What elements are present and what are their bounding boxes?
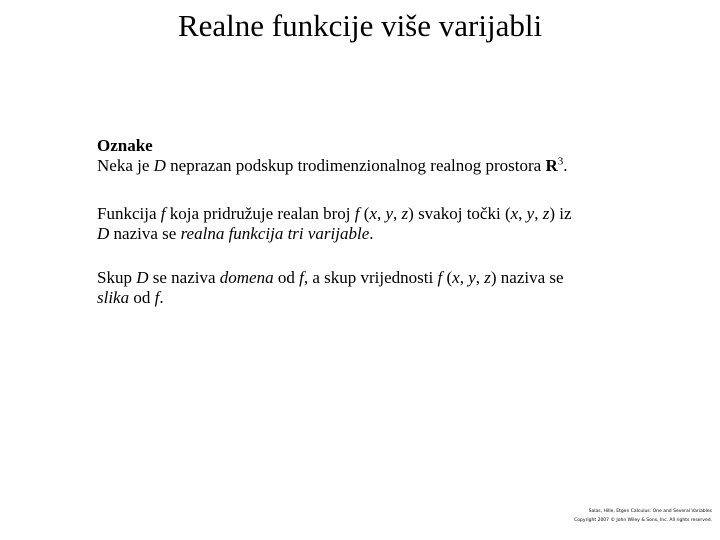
copyright-footer <box>462 507 712 525</box>
domain-range-paragraph <box>97 268 657 308</box>
text: od <box>273 268 300 287</box>
text: Skup <box>97 268 137 287</box>
term-slika: slika <box>97 288 130 307</box>
text: od <box>129 288 155 307</box>
text: , <box>475 268 485 287</box>
symbol-f: f <box>354 204 360 223</box>
text: Funkcija <box>97 204 161 223</box>
text: ) iz <box>549 204 572 223</box>
text: Neka je <box>97 156 154 175</box>
term-domena: domena <box>219 268 274 287</box>
text: , <box>518 204 527 223</box>
text: ) svakoj točki ( <box>408 204 511 223</box>
symbol-f: f <box>154 288 160 307</box>
definitions-paragraph <box>97 136 657 176</box>
var-z: z <box>401 204 409 223</box>
var-z: z <box>542 204 550 223</box>
text: , <box>534 204 543 223</box>
section-heading: Oznake <box>97 136 153 155</box>
text: ( <box>442 268 453 287</box>
symbol-D: D <box>97 224 110 243</box>
var-z: z <box>484 268 491 287</box>
slide-title: Realne funkcije više varijabli <box>177 8 543 43</box>
text: koja pridružuje realan broj <box>165 204 355 223</box>
symbol-D: D <box>153 156 166 175</box>
footer-source: Salas, Hille, Etgen Calculus: One and Several Variables <box>588 509 712 514</box>
text: , <box>459 268 469 287</box>
text: , <box>376 204 386 223</box>
var-x: x <box>510 204 519 223</box>
var-y: y <box>468 268 476 287</box>
text: se naziva <box>148 268 220 287</box>
symbol-f: f <box>299 268 304 287</box>
var-x: x <box>369 204 377 223</box>
var-x: x <box>452 268 460 287</box>
var-y: y <box>385 204 394 223</box>
function-definition-paragraph <box>97 204 657 244</box>
text: . <box>563 156 568 175</box>
text: , a skup vrijednosti <box>303 268 438 287</box>
exponent: 3 <box>557 155 564 168</box>
text: , <box>393 204 402 223</box>
footer-copyright: Copyright 2007 © John Wiley & Sons, Inc. All rights reserved. <box>574 518 712 523</box>
term-realna-funkcija: realna funkcija tri varijable <box>180 224 370 243</box>
symbol-f: f <box>437 268 443 287</box>
text: ( <box>359 204 370 223</box>
symbol-f: f <box>160 204 166 223</box>
text: ) naziva se <box>490 268 564 287</box>
text: neprazan podskup trodimenzionalnog realnog prostora <box>165 156 546 175</box>
text: . <box>369 224 374 243</box>
text: naziva se <box>109 224 181 243</box>
symbol-R: R <box>545 156 558 175</box>
symbol-D: D <box>136 268 149 287</box>
content-body <box>97 136 657 307</box>
var-y: y <box>526 204 535 223</box>
text: . <box>159 288 164 307</box>
